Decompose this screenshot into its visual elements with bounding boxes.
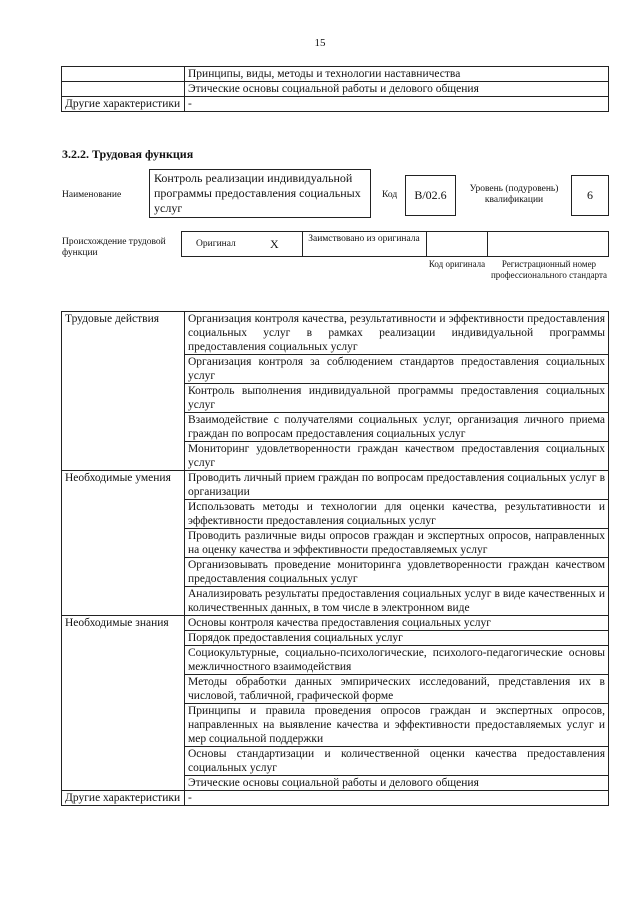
code-label: Код	[382, 190, 398, 200]
table-row	[62, 97, 609, 112]
level-value: 6	[571, 175, 609, 216]
table-cell: Порядок предоставления социальных услуг	[185, 631, 609, 646]
table-row	[62, 791, 609, 806]
reg-caption: Регистрационный номер профессионального стандарта	[490, 259, 608, 280]
table-cell: Принципы и правила проведения опросов граждан и экспертных опросов, направленных на выявление качества и эффективности предоставляемых услуг и мер социальной поддержки	[185, 704, 609, 747]
table-cell: Другие характеристики	[62, 97, 185, 112]
table-cell: Организовывать проведение мониторинга удовлетворенности граждан качеством предоставления социальных услуг	[185, 558, 609, 587]
divider	[487, 231, 488, 257]
table-cell: Контроль выполнения индивидуальной программы предоставления социальных услуг	[185, 384, 609, 413]
table-cell: Использовать методы и технологии для оценки качества, результативности и эффективности предоставления социальных услуг	[185, 500, 609, 529]
table-cell	[62, 82, 185, 97]
category-cell: Другие характеристики	[62, 791, 185, 806]
category-cell: Трудовые действия	[62, 312, 185, 471]
table-cell: Социокультурные, социально-психологические, психолого-педагогические основы межличностного взаимодействия	[185, 646, 609, 675]
table-cell: Проводить различные виды опросов граждан и экспертных опросов, направленных на оценку качества и эффективности предоставляемых услуг	[185, 529, 609, 558]
table-cell: Организация контроля за соблюдением стандартов предоставления социальных услуг	[185, 355, 609, 384]
category-cell: Необходимые знания	[62, 616, 185, 791]
table-row	[62, 82, 609, 97]
table-cell: Этические основы социальной работы и делового общения	[185, 776, 609, 791]
table-cell: Этические основы социальной работы и делового общения	[185, 82, 609, 97]
table-cell: -	[185, 97, 609, 112]
level-label: Уровень (подуровень) квалификации	[469, 184, 559, 205]
code-value: B/02.6	[405, 175, 456, 216]
page-number: 15	[314, 37, 326, 49]
category-cell: Необходимые умения	[62, 471, 185, 616]
table-cell: Методы обработки данных эмпирических исследований, представления их в числовой, табличной, графической форме	[185, 675, 609, 704]
table-cell: Принципы, виды, методы и технологии наставничества	[185, 67, 609, 82]
table-row	[62, 312, 609, 355]
borrowed-label: Заимствовано из оригинала	[308, 234, 420, 244]
name-value: Контроль реализации индивидуальной программы предоставления социальных услуг	[149, 169, 371, 218]
table-cell: Взаимодействие с получателями социальных услуг, организация личного приема граждан по вопросам предоставления социальных услуг	[185, 413, 609, 442]
origin-label: Происхождение трудовой функции	[62, 237, 166, 258]
divider	[426, 231, 427, 257]
section-heading: 3.2.2. Трудовая функция	[62, 147, 194, 161]
table-cell: Проводить личный прием граждан по вопросам предоставления социальных услуг в организации	[185, 471, 609, 500]
table-cell: Организация контроля качества, результативности и эффективности предоставления социальных услуг в рамках реализации индивидуальной программы предоставления социальных услуг	[185, 312, 609, 355]
table-row	[62, 616, 609, 631]
table-cell: Мониторинг удовлетворенности граждан качеством предоставления социальных услуг	[185, 442, 609, 471]
table-cell: -	[185, 791, 609, 806]
table-cell	[62, 67, 185, 82]
table-row	[62, 471, 609, 500]
table-cell: Анализировать результаты предоставления социальных услуг в виде качественных и количественных данных, в том числе в электронном виде	[185, 587, 609, 616]
code-caption: Код оригинала	[428, 259, 486, 269]
name-label: Наименование	[62, 190, 122, 200]
original-mark: X	[270, 237, 279, 251]
table-row	[62, 67, 609, 82]
main-table	[61, 311, 609, 806]
divider	[302, 231, 303, 257]
table-cell: Основы стандартизации и количественной оценки качества предоставления социальных услуг	[185, 747, 609, 776]
top-table	[61, 66, 609, 112]
table-cell: Основы контроля качества предоставления социальных услуг	[185, 616, 609, 631]
original-label: Оригинал	[196, 239, 236, 249]
